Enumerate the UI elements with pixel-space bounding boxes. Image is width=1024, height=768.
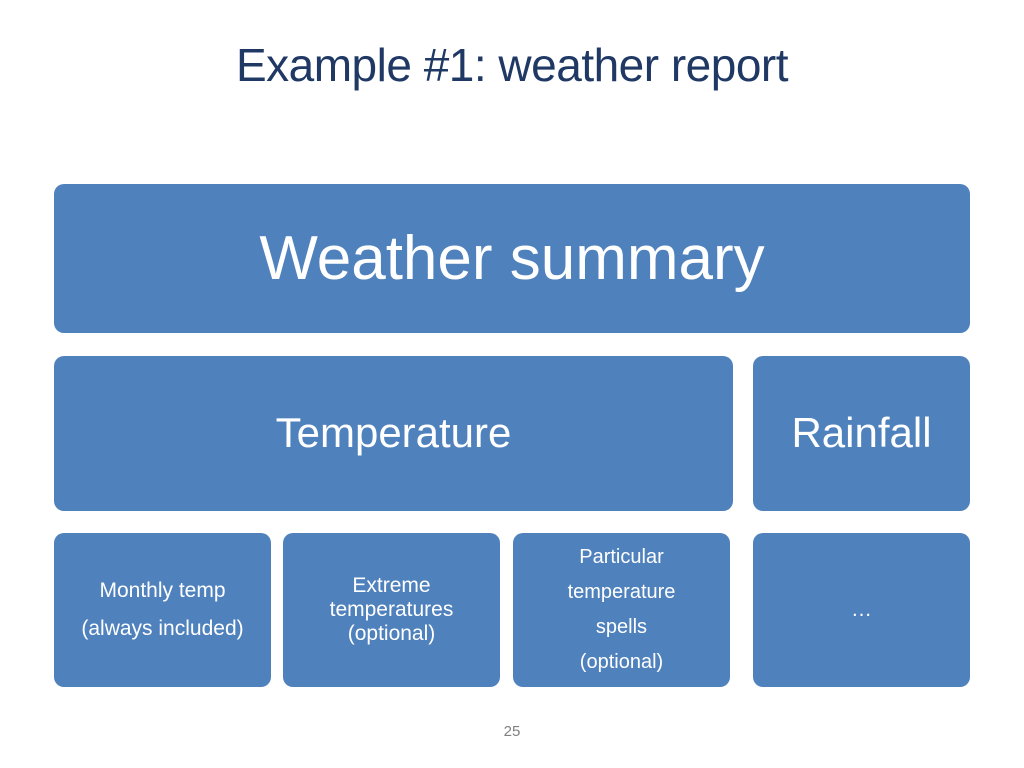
node-particular-spells-line1: Particular [579,546,664,568]
node-weather-summary-label: Weather summary [259,223,765,293]
node-extreme-temperatures-line2: temperatures [329,597,454,621]
node-weather-summary[interactable] [54,184,970,333]
node-extreme-temperatures-line3: (optional) [347,622,436,646]
page-title: Example #1: weather report [235,39,789,91]
node-particular-spells-line3: spells [595,616,648,638]
node-extreme-temperatures-line1: Extreme [352,573,431,597]
node-ellipsis[interactable] [753,533,970,687]
node-monthly-temp[interactable] [54,533,271,687]
node-temperature[interactable] [54,356,733,511]
node-rainfall-label: Rainfall [791,409,932,457]
node-particular-spells-line2: temperature [567,581,676,603]
node-monthly-temp-line1: Monthly temp [99,578,226,602]
node-particular-spells-line4: (optional) [579,651,664,673]
node-extreme-temperatures[interactable] [283,533,500,687]
node-particular-temperature-spells[interactable] [513,533,730,687]
node-rainfall[interactable] [753,356,970,511]
node-temperature-label: Temperature [275,409,512,457]
page-number: 25 [503,723,521,740]
node-ellipsis-label: … [851,597,872,621]
node-monthly-temp-line2: (always included) [81,617,244,640]
